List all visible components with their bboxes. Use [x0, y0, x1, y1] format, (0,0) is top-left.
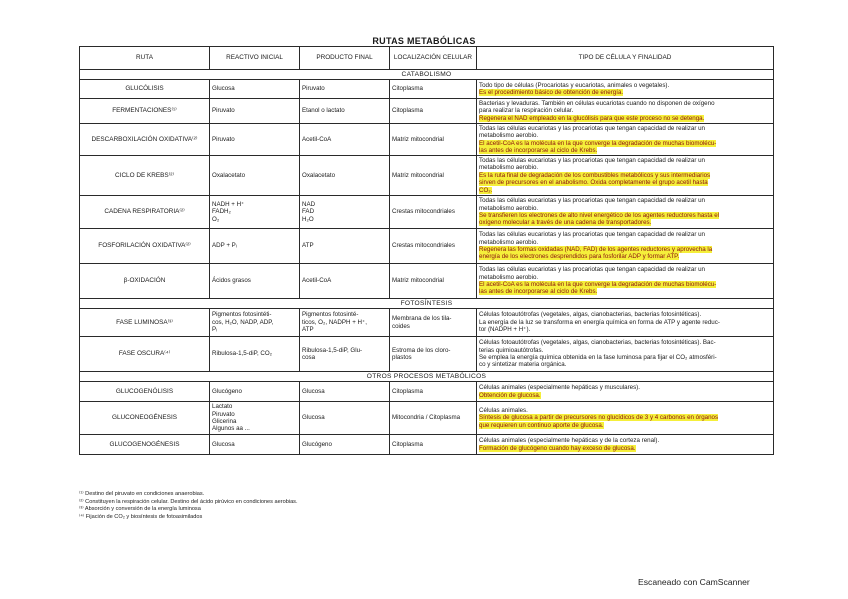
highlighted-text: Es la ruta final de degradación de los combustibles metabólicos y sus intermediarios — [479, 171, 711, 179]
tipo-line: Todas las células eucariotas y las procariotas que tengan capacidad de realizar un — [479, 156, 705, 164]
ruta-cell: FERMENTACIONES⁽¹⁾ — [80, 99, 210, 124]
ruta-cell: FASE OSCURA⁽⁴⁾ — [80, 337, 210, 372]
footnotes — [79, 491, 298, 521]
section-row-otros — [80, 372, 774, 382]
header-producto: PRODUCTO FINAL — [300, 47, 390, 70]
tipo-line: Todo tipo de células (Procariotas y eucariotas, animales o vegetales). — [479, 81, 670, 89]
tipo-cell — [477, 124, 774, 156]
table-row — [80, 435, 774, 455]
localizacion-cell: Citoplasma — [390, 382, 477, 402]
ruta-cell: FOSFORILACIÓN OXIDATIVA⁽²⁾ — [80, 229, 210, 264]
ruta-cell: GLUCÓLISIS — [80, 80, 210, 99]
producto-cell: Acetil-CoA — [300, 124, 390, 156]
producto-line: H₂O — [302, 215, 314, 223]
localizacion-line: Membrana de los tila- — [392, 315, 452, 323]
tipo-line: metabolismo aerobio. — [479, 273, 539, 281]
localizacion-cell — [390, 337, 477, 372]
reactivo-cell: Piruvato — [210, 124, 300, 156]
localizacion-cell: Matriz mitocondrial — [390, 264, 477, 299]
highlighted-text: CO₂. — [479, 186, 493, 194]
reactivo-cell: Oxalacetato — [210, 156, 300, 196]
highlighted-text: El acetil-CoA es la molécula en la que converge la degradación de muchas biomolécu- — [479, 139, 717, 147]
table-row — [80, 337, 774, 372]
reactivo-cell: Glucosa — [210, 435, 300, 455]
header-tipo: TIPO DE CÉLULA Y FINALIDAD — [477, 47, 774, 70]
tipo-cell — [477, 99, 774, 124]
tipo-line: Todas las células eucariotas y las procariotas que tengan capacidad de realizar un — [479, 266, 705, 274]
tipo-line: Células animales. — [479, 406, 528, 414]
section-otros: OTROS PROCESOS METABÓLICOS — [80, 372, 774, 382]
highlighted-text: Regenera el NAD empleado en la glucólisis para que este proceso no se detenga. — [479, 114, 705, 122]
reactivo-cell: ADP + Pᵢ — [210, 229, 300, 264]
producto-cell — [300, 309, 390, 337]
table-row — [80, 264, 774, 299]
reactivo-line: Glicerina — [212, 418, 237, 425]
page-title: RUTAS METABÓLICAS — [372, 36, 476, 46]
tipo-cell — [477, 80, 774, 99]
table-row — [80, 124, 774, 156]
footnote: ⁽⁴⁾ Fijación de CO₂ y biosíntesis de fotoasimilados — [79, 513, 203, 520]
tipo-line: Todas las células eucariotas y las procariotas que tengan capacidad de realizar un — [479, 231, 705, 239]
producto-cell: Glucosa — [300, 402, 390, 435]
localizacion-line: Estroma de los cloro- — [392, 346, 451, 354]
producto-line: Pigmentos fotosinté- — [302, 311, 359, 319]
tipo-line: Todas las células eucariotas y las procariotas que tengan capacidad de realizar un — [479, 197, 705, 205]
footnote: ⁽¹⁾ Destino del piruvato en condiciones anaerobias. — [79, 491, 205, 497]
producto-line: Ribulosa-1,5-diP, Glu- — [302, 346, 363, 354]
producto-cell: ATP — [300, 229, 390, 264]
localizacion-cell: Crestas mitocondriales — [390, 229, 477, 264]
tipo-cell — [477, 337, 774, 372]
producto-cell: Glucosa — [300, 382, 390, 402]
producto-line: cosa — [302, 354, 316, 361]
ruta-cell: DESCARBOXILACIÓN OXIDATIVA⁽²⁾ — [80, 124, 210, 156]
producto-cell: Piruvato — [300, 80, 390, 99]
tipo-cell — [477, 309, 774, 337]
localizacion-cell: Matriz mitocondrial — [390, 156, 477, 196]
highlighted-text: Se transfieren los electrones de alto nivel energético de los agentes reductores hasta el — [479, 212, 720, 219]
tipo-line: metabolismo aerobio. — [479, 164, 539, 172]
section-catabolismo: CATABOLISMO — [80, 70, 774, 80]
ruta-cell: β-OXIDACIÓN — [80, 264, 210, 299]
header-ruta: RUTA — [80, 47, 210, 70]
table-row — [80, 156, 774, 196]
tipo-line: para realizar la respiración celular. — [479, 107, 574, 115]
tipo-line: La energía de la luz se transforma en energía química en forma de ATP y agente reduc- — [479, 318, 720, 326]
producto-line: NAD — [302, 200, 316, 208]
tipo-line: metabolismo aerobio. — [479, 132, 539, 140]
highlighted-text: Regenera las formas oxidadas (NAD, FAD) de los agentes reductores y aprovecha la — [479, 246, 713, 253]
producto-cell: Glucógeno — [300, 435, 390, 455]
reactivo-cell: Piruvato — [210, 99, 300, 124]
reactivo-cell — [210, 402, 300, 435]
localizacion-cell: Mitocondria / Citoplasma — [390, 402, 477, 435]
tipo-cell — [477, 229, 774, 264]
highlighted-text: Síntesis de glucosa a partir de precursores no glucídicos de 3 y 4 carbonos en órganos — [479, 414, 719, 422]
highlighted-text: Es el procedimiento básico de obtención de energía. — [479, 89, 624, 96]
localizacion-line: plastos — [392, 354, 412, 361]
metabolic-routes-table — [79, 46, 774, 455]
reactivo-cell: Glucógeno — [210, 382, 300, 402]
localizacion-line: coides — [392, 322, 410, 330]
localizacion-cell: Citoplasma — [390, 80, 477, 99]
tipo-cell — [477, 156, 774, 196]
reactivo-line: Pigmentos fotosintéti- — [212, 311, 272, 319]
reactivo-cell: Ribulosa-1,5-diP, CO₂ — [210, 337, 300, 372]
reactivo-line: Algunos aa ... — [212, 425, 250, 433]
producto-line: ATP — [302, 326, 314, 334]
localizacion-cell — [390, 309, 477, 337]
highlighted-text: las antes de incorporarse al ciclo de Krebs. — [479, 288, 598, 296]
reactivo-line: Piruvato — [212, 410, 235, 418]
highlighted-text: Formación de glucógeno cuando hay exceso de glucosa. — [479, 444, 636, 452]
tipo-line: terias quimioautótrofas. — [479, 346, 544, 354]
ruta-cell: GLUCOGENOGÉNESIS — [80, 435, 210, 455]
reactivo-line: FADH₂ — [212, 208, 231, 216]
section-row-fotosintesis — [80, 299, 774, 309]
highlighted-text: oxígeno molecular a través de una cadena de transportadores. — [479, 219, 652, 227]
tipo-line: metabolismo aerobio. — [479, 238, 539, 246]
header-localizacion: LOCALIZACIÓN CELULAR — [390, 47, 477, 70]
tipo-line: Células fotoautótrofas (vegetales, algas, cianobacterias, bacterias fotosintéticas). — [479, 311, 702, 319]
table-row — [80, 196, 774, 229]
tipo-cell — [477, 382, 774, 402]
highlighted-text: Obtención de glucosa. — [479, 391, 541, 399]
tipo-line: Células fotoautótrofas (vegetales, algas, cianobacterias, bacterias fotosintéticas). Bac- — [479, 339, 716, 347]
scanner-watermark: Escaneado con CamScanner — [638, 577, 750, 587]
highlighted-text: energía de los electrones desprendidos para fosforilar ADP y formar ATP. — [479, 253, 680, 261]
producto-cell — [300, 337, 390, 372]
section-fotosintesis: FOTOSÍNTESIS — [80, 299, 774, 309]
section-row-catabolismo — [80, 70, 774, 80]
table-row — [80, 402, 774, 435]
highlighted-text: que requieren un continuo aporte de glucosa. — [479, 421, 604, 429]
tipo-line: Células animales (especialmente hepáticas y musculares). — [479, 384, 640, 392]
localizacion-cell: Citoplasma — [390, 435, 477, 455]
reactivo-line: Pᵢ — [212, 326, 218, 334]
highlighted-text: sirven de precursores en el anabolismo. Oxida completamente el grupo acetil hasta — [479, 179, 708, 187]
tipo-line: Células animales (especialmente hepáticas y de la corteza renal). — [479, 437, 660, 445]
reactivo-cell: Ácidos grasos — [210, 264, 300, 299]
tipo-line: metabolismo aerobio. — [479, 204, 539, 212]
reactivo-cell — [210, 196, 300, 229]
reactivo-cell — [210, 309, 300, 337]
producto-line: FAD — [302, 208, 315, 216]
table-header-row — [80, 47, 774, 70]
tipo-line: tor (NADPH + H⁺). — [479, 326, 531, 334]
producto-line: ticos, O₂, NADPH + H⁺, — [302, 318, 367, 326]
reactivo-line: Lactato — [212, 403, 233, 411]
tipo-cell — [477, 196, 774, 229]
table-row — [80, 80, 774, 99]
tipo-line: Se emplea la energía química obtenida en la fase luminosa para fijar el CO₂ atmosféri- — [479, 354, 717, 361]
ruta-cell: GLUCONEOGÉNESIS — [80, 402, 210, 435]
reactivo-line: O₂ — [212, 215, 220, 223]
reactivo-line: cos, H₂O, NADP, ADP, — [212, 318, 274, 326]
footnote: ⁽³⁾ Absorción y conversión de la energía luminosa — [79, 506, 201, 513]
tipo-line: Todas las células eucariotas y las procariotas que tengan capacidad de realizar un — [479, 124, 705, 132]
reactivo-cell: Glucosa — [210, 80, 300, 99]
producto-cell — [300, 196, 390, 229]
localizacion-cell: Matriz mitocondrial — [390, 124, 477, 156]
table-row — [80, 382, 774, 402]
reactivo-line: NADH + H⁺ — [212, 200, 245, 208]
producto-cell: Etanol o lactato — [300, 99, 390, 124]
ruta-cell: CICLO DE KREBS⁽²⁾ — [80, 156, 210, 196]
header-reactivo: REACTIVO INICIAL — [210, 47, 300, 70]
ruta-cell: FASE LUMINOSA⁽³⁾ — [80, 309, 210, 337]
tipo-cell — [477, 435, 774, 455]
producto-cell: Acetil-CoA — [300, 264, 390, 299]
table-row — [80, 229, 774, 264]
ruta-cell: CADENA RESPIRATORIA⁽²⁾ — [80, 196, 210, 229]
localizacion-cell: Crestas mitocondriales — [390, 196, 477, 229]
tipo-cell — [477, 402, 774, 435]
ruta-cell: GLUCOGENÓLISIS — [80, 382, 210, 402]
localizacion-cell: Citoplasma — [390, 99, 477, 124]
tipo-cell — [477, 264, 774, 299]
footnote: ⁽²⁾ Constituyen la respiración celular. Destino del ácido pirúvico en condiciones aerobias. — [79, 498, 298, 505]
highlighted-text: las antes de incorporarse al ciclo de Krebs. — [479, 146, 598, 154]
producto-cell: Oxalacetato — [300, 156, 390, 196]
table-row — [80, 309, 774, 337]
highlighted-text: El acetil-CoA es la molécula en la que converge la degradación de muchas biomolécu- — [479, 281, 717, 288]
tipo-line: co y sintetizar materia orgánica. — [479, 361, 567, 369]
tipo-line: Bacterias y levaduras. También en células eucariotas cuando no disponen de oxígeno — [479, 99, 715, 107]
table-row — [80, 99, 774, 124]
